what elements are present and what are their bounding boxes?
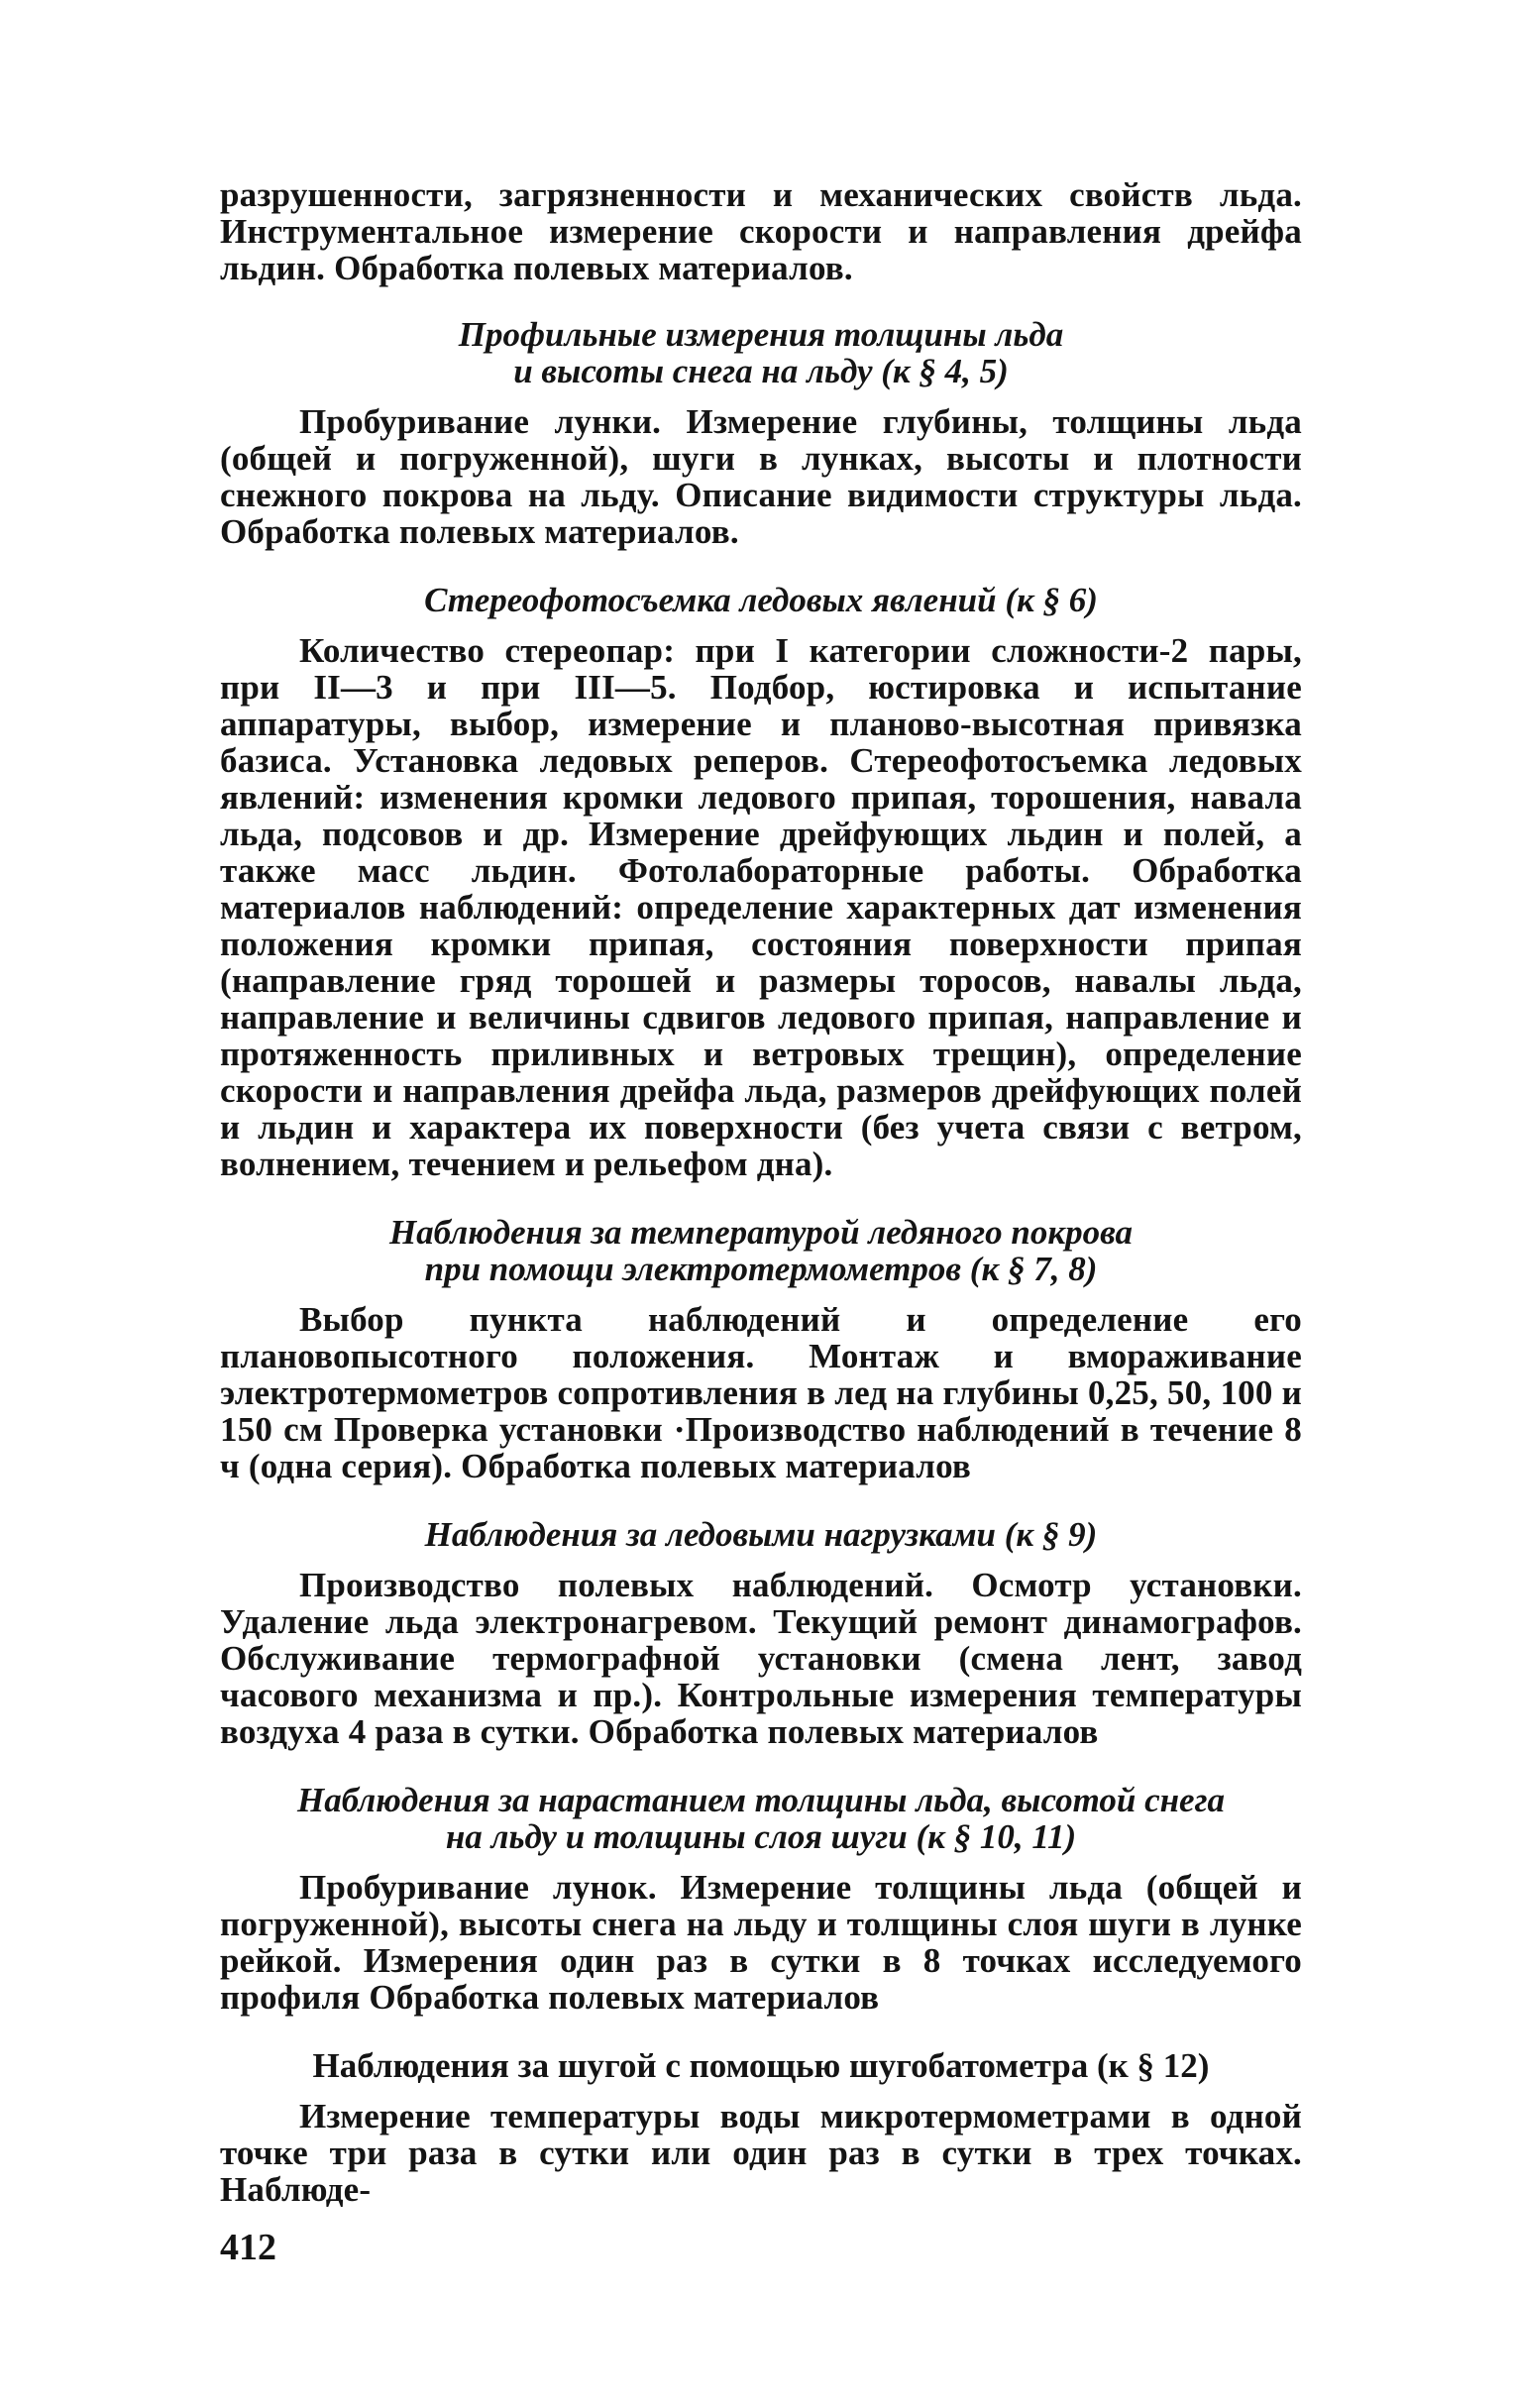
paragraph-ice-growth: Пробуривание лунок. Измерение толщины льда (общей и погруженной), высоты снега на льду и толщины слоя шуги в лунке рейкой. Измерения один раз в сутки в 8 точках исследуемого профиля Обработка полевых материалов <box>220 1868 1302 2017</box>
paragraph-profile-measurements: Пробуривание лунки. Измерение глубины, толщины льда (общей и погруженной), шуги в лунках, высоты и плотности снежного покрова на льду. Описание видимости структуры льда. Обработка полевых материалов. <box>220 402 1302 551</box>
paragraph-slush-observations: Измерение температуры воды микротермометрами в одной точке три раза в сутки или один раз в сутки в трех точках. Наблюде- <box>220 2097 1302 2209</box>
heading-ice-growth: Наблюдения за нарастанием толщины льда, высотой снега на льду и толщины слоя шуги (к § 10, 11) <box>296 1781 1226 1856</box>
heading-stereophotography: Стереофотосъемка ледовых явлений (к § 6) <box>424 581 1098 619</box>
paragraph-continuation: разрушенности, загрязненности и механических свойств льда. Инструментальное измерение скорости и направления дрейфа льдин. Обработка полевых материалов. <box>220 175 1302 287</box>
paragraph-stereophotography: Количество стереопар: при I категории сложности-2 пары, при II—3 и при III—5. Подбор, юстировка и испытание аппаратуры, выбор, измерение и планово-высотная привязка базиса. Установка ледовых реперов. Стереофотосъемка ледовых явлений: изменения кромки ледового припая, торошения, навала льда, подсовов и др. Измерение дрейфующих льдин и полей, а также масс льдин. Фотолабораторные работы. Обработка материалов наблюдений: определение характерных дат изменения положения кромки припая, состояния поверхности припая (направление гряд торошей и размеры торосов, навалы льда, направление и величины сдвигов ледового припая, направление и протяженность приливных и ветровых трещин), определение скорости и направления дрейфа льда, размеров дрейфующих полей и льдин и характера их поверхности (без учета связи с ветром, волнением, течением и рельефом дна). <box>220 631 1302 1183</box>
heading-slush-observations: Наблюдения за шугой с помощью шугобатометра (к § 12) <box>312 2046 1210 2085</box>
heading-temperature-observations: Наблюдения за температурой ледяного покрова при помощи электротермометров (к § 7, 8) <box>388 1213 1134 1288</box>
paragraph-temperature-observations: Выбор пункта наблюдений и определение его плановопысотного положения. Монтаж и вмораживание электротермометров сопротивления в лед на глубины 0,25, 50, 100 и 150 см Проверка установки ·Производство наблюдений в течение 8 ч (одна серия). Обработка полевых материалов <box>220 1300 1302 1485</box>
document-page <box>220 176 1302 2208</box>
heading-profile-measurements: Профильные измерения толщины льда и высоты снега на льду (к § 4, 5) <box>458 315 1064 390</box>
paragraph-ice-loads: Производство полевых наблюдений. Осмотр установки. Удаление льда электронагревом. Текущий ремонт динамографов. Обслуживание термографной установки (смена лент, завод часового механизма и пр.). Контрольные измерения температуры воздуха 4 раза в сутки. Обработка полевых материалов <box>220 1566 1302 1751</box>
page-number: 412 <box>220 2227 276 2268</box>
heading-ice-loads: Наблюдения за ледовыми нагрузками (к § 9) <box>424 1515 1098 1554</box>
